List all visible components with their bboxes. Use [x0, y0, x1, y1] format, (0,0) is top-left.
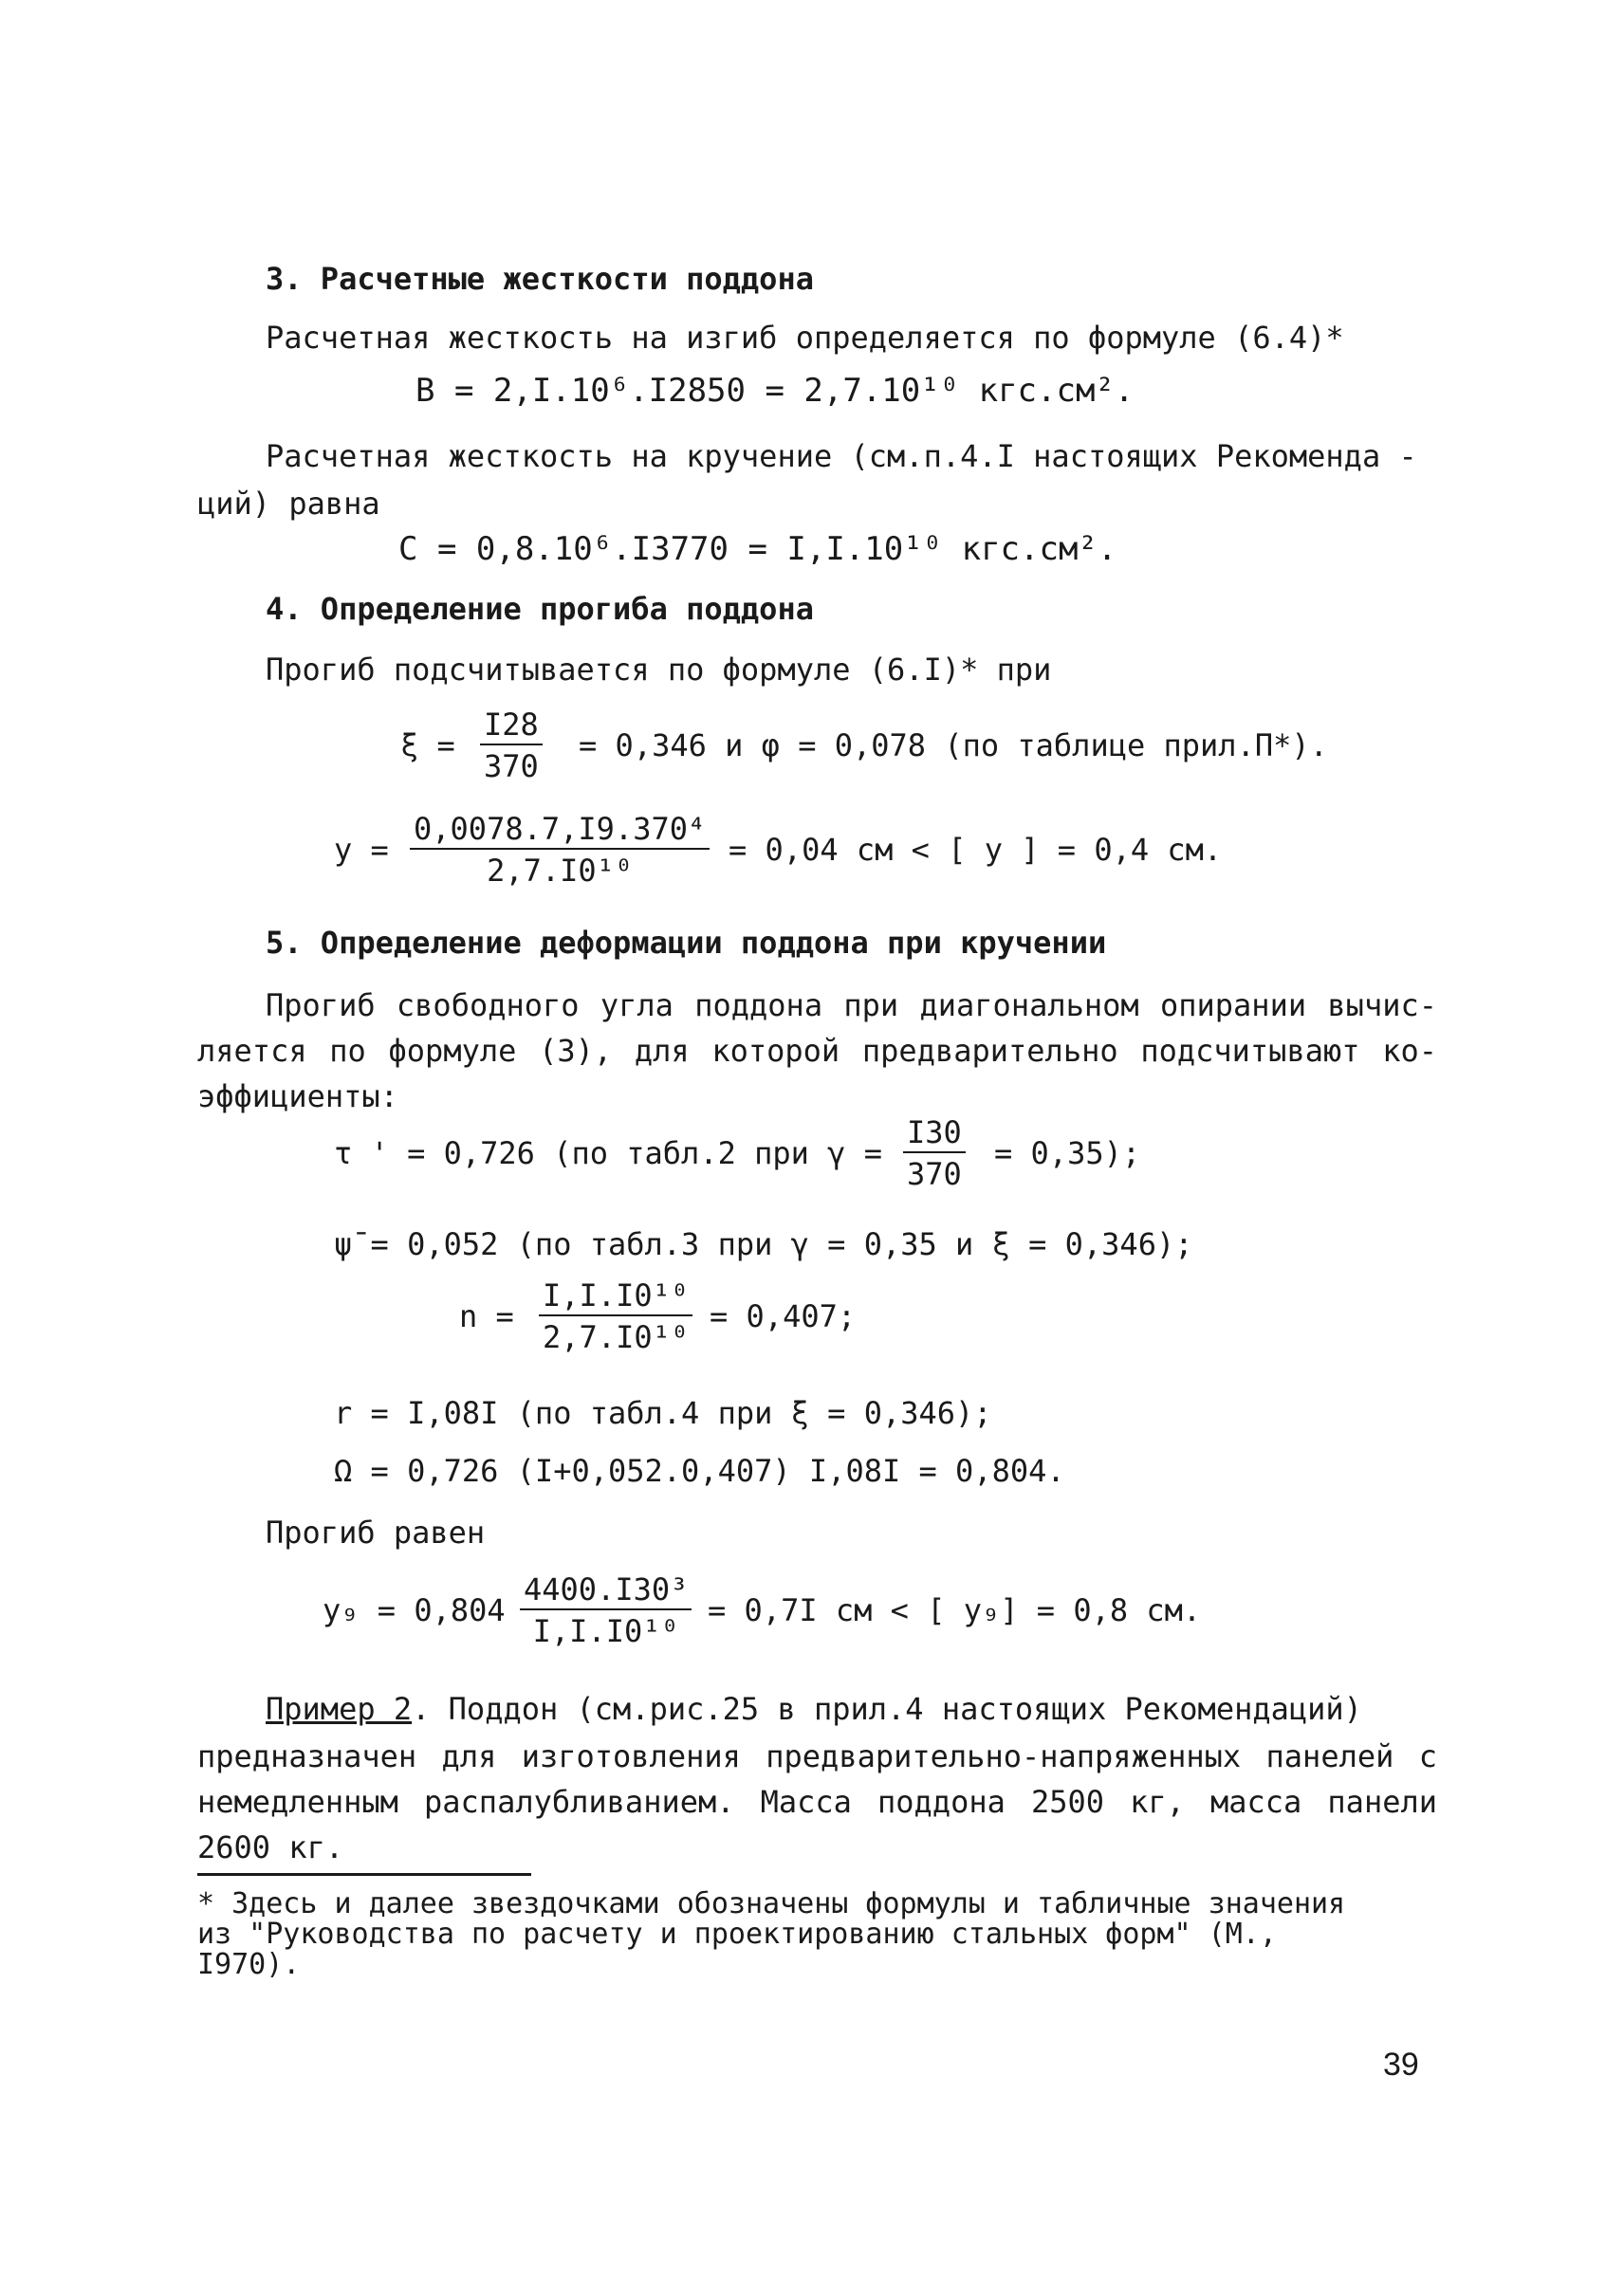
xi-numerator: I28: [480, 709, 543, 745]
example-2-line-1-text: . Поддон (см.рис.25 в прил.4 настоящих Рекомендаций): [412, 1691, 1362, 1727]
xi-denominator: 370: [484, 748, 539, 784]
gamma-numerator: I30: [903, 1117, 966, 1153]
footnote-line-2: из "Руководства по расчету и проектированию стальных форм" (М.,: [197, 1918, 1277, 1951]
n-denominator: 2,7.I0¹⁰: [543, 1319, 690, 1355]
gamma-denominator: 370: [907, 1156, 962, 1192]
y-result: = 0,04 см < [ y ] = 0,4 см.: [729, 832, 1223, 868]
page-number: 39: [1383, 2047, 1419, 2083]
yg-fraction: [520, 1571, 692, 1649]
yg-denominator: I,I.I0¹⁰: [532, 1613, 679, 1649]
n-label: n =: [459, 1298, 514, 1334]
gamma-fraction: [903, 1114, 966, 1192]
n-fraction: [539, 1277, 692, 1355]
xi-result: = 0,346 и φ = 0,078 (по таблице прил.П*).: [579, 727, 1328, 763]
footnote: [197, 1889, 1459, 1980]
example-2-line-3: немедленным распалубливанием. Масса поддона 2500 кг, масса панели: [197, 1784, 1437, 1820]
footnote-line-1: * Здесь и далее звездочками обозначены формулы и табличные значения: [197, 1887, 1346, 1920]
section-5-heading: 5. Определение деформации поддона при кручении: [266, 925, 1107, 961]
yg-result: = 0,7I см < [ y₉] = 0,8 см.: [708, 1592, 1202, 1628]
example-2-line-2: предназначен для изготовления предварительно-напряженных панелей с: [197, 1738, 1437, 1774]
omega-line: Ω = 0,726 (I+0,052.0,407) I,08I = 0,804.: [334, 1453, 1065, 1489]
tau-line: τ ' = 0,726 (по табл.2 при γ =: [334, 1135, 882, 1171]
y-symbol: y =: [334, 832, 389, 868]
torsion-stiffness-intro-line-2: ций) равна: [197, 486, 380, 522]
bend-stiffness-intro: Расчетная жесткость на изгиб определяется по формуле (6.4)*: [266, 320, 1344, 356]
torsion-stiffness-intro-line-1: Расчетная жесткость на кручение (см.п.4.I настоящих Рекоменда -: [266, 438, 1417, 474]
bend-stiffness-formula: B = 2,I.10⁶.I2850 = 2,7.10¹⁰ кгс.см².: [415, 372, 1135, 410]
example-2-line-4: 2600 кг.: [197, 1829, 344, 1865]
psi-line: ψ̄ = 0,052 (по табл.3 при γ = 0,35 и ξ = 0,346);: [334, 1226, 1193, 1262]
y-fraction: [410, 811, 710, 889]
example-2-line-1: [266, 1691, 1362, 1727]
r-line: r = I,08I (по табл.4 при ξ = 0,346);: [334, 1395, 992, 1431]
section-5-paragraph-line-3: эффициенты:: [197, 1078, 398, 1114]
yg-numerator: 4400.I30³: [520, 1574, 692, 1610]
torsion-stiffness-formula: C = 0,8.10⁶.I3770 = I,I.10¹⁰ кгс.см².: [398, 530, 1117, 568]
xi-fraction: [480, 707, 543, 784]
section-4-heading: 4. Определение прогиба поддона: [266, 591, 814, 627]
deflection-intro: Прогиб подсчитывается по формуле (6.I)* при: [266, 652, 1052, 688]
xi-symbol: ξ =: [400, 727, 455, 763]
n-numerator: I,I.I0¹⁰: [539, 1280, 692, 1316]
section-5-paragraph-line-1: Прогиб свободного угла поддона при диагональном опирании вычис-: [266, 987, 1437, 1023]
example-2-label: Пример 2: [266, 1691, 413, 1727]
footnote-divider: [197, 1873, 531, 1876]
n-result: = 0,407;: [710, 1298, 857, 1334]
deflection-result-label: Прогиб равен: [266, 1515, 486, 1551]
y-denominator: 2,7.I0¹⁰: [487, 853, 634, 889]
yg-label: y₉ = 0,804: [323, 1592, 506, 1628]
section-5-paragraph-line-2: ляется по формуле (3), для которой предварительно подсчитывают ко-: [197, 1033, 1437, 1069]
y-numerator: 0,0078.7,I9.370⁴: [410, 814, 710, 850]
section-3-heading: 3. Расчетные жесткости поддона: [266, 261, 814, 297]
gamma-result: = 0,35);: [994, 1135, 1141, 1171]
footnote-line-3: I970).: [197, 1948, 301, 1981]
